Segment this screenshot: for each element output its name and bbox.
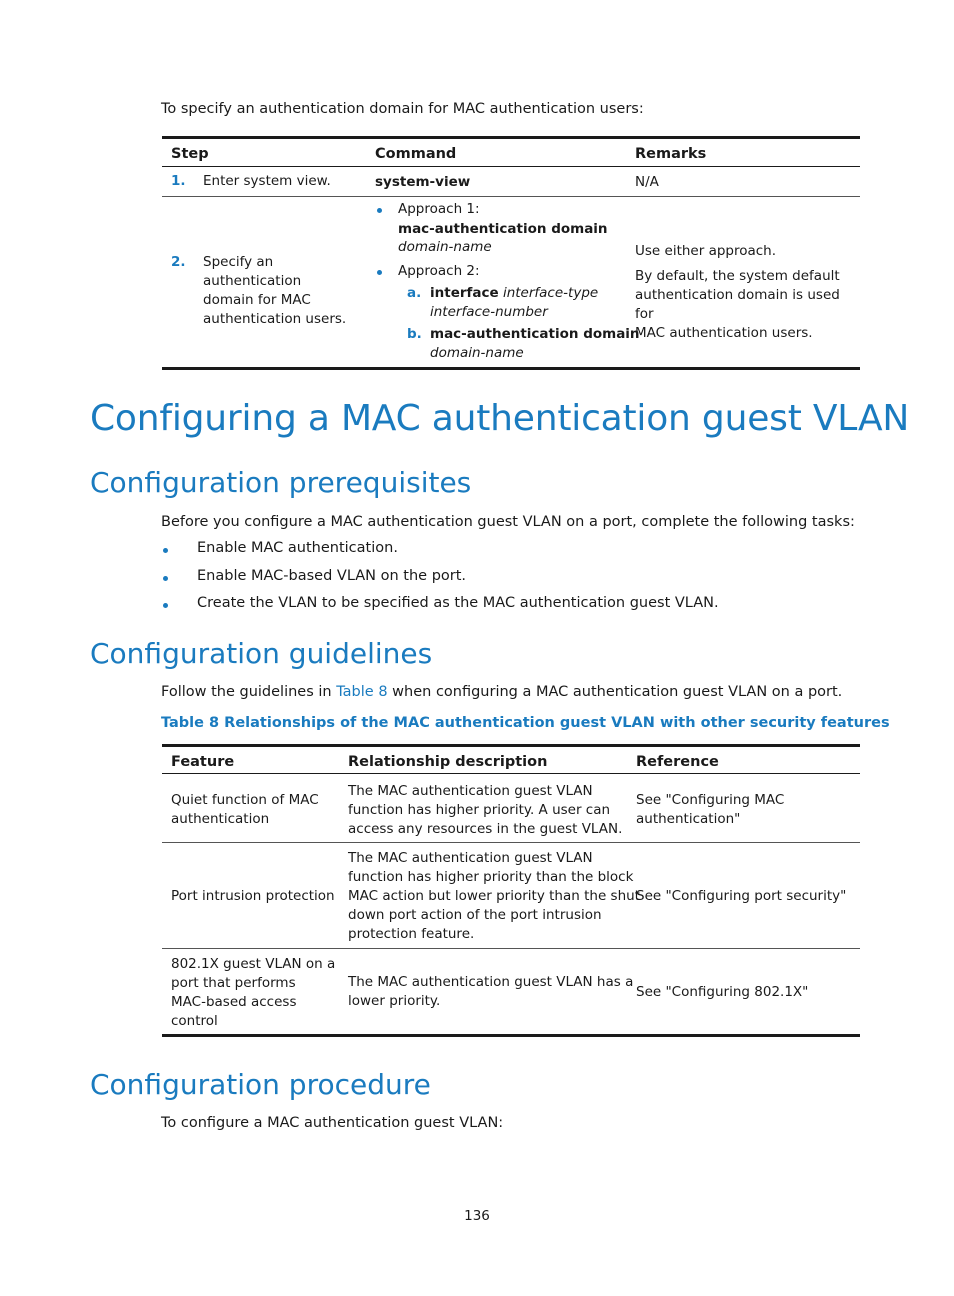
remarks-text: N/A — [635, 174, 659, 190]
command-text: system-view — [375, 174, 471, 190]
bullet-dot-icon — [163, 576, 168, 581]
col-header-feature: Feature — [171, 754, 235, 770]
chapter-title: Configuring a MAC authentication guest VLAN — [90, 398, 910, 439]
substep-b-argument: domain-name — [430, 345, 524, 361]
feature-cell: Quiet function of MAC authentication — [171, 792, 319, 827]
row-divider — [162, 842, 860, 843]
feature-cell: 802.1X guest VLAN on a port that performs MAC-based access control — [171, 956, 336, 1029]
prerequisites-intro: Before you configure a MAC authentication guest VLAN on a port, complete the following tasks: — [161, 514, 855, 530]
table-bottom-rule — [162, 367, 860, 370]
row-divider — [162, 196, 860, 197]
header-rule — [162, 166, 860, 167]
reference-cell: See "Configuring MAC authentication" — [636, 792, 785, 827]
table-top-rule — [162, 744, 860, 747]
row-divider — [162, 948, 860, 949]
section-title-guidelines: Configuration guidelines — [90, 637, 433, 670]
bullet-dot-icon — [377, 208, 382, 213]
substep-b-label: b. — [407, 326, 422, 342]
feature-cell: Port intrusion protection — [171, 888, 335, 904]
list-item: Enable MAC-based VLAN on the port. — [197, 568, 467, 584]
substep-a-label: a. — [407, 285, 422, 301]
section-title-procedure: Configuration procedure — [90, 1068, 431, 1101]
approach-1-argument: domain-name — [398, 239, 492, 255]
step-number: 2. — [171, 254, 186, 270]
list-item: Enable MAC authentication. — [197, 540, 398, 556]
table-bottom-rule — [162, 1034, 860, 1037]
table-8-link[interactable]: Table 8 — [336, 684, 388, 700]
col-header-relationship: Relationship description — [348, 754, 548, 770]
procedure-intro: To configure a MAC authentication guest VLAN: — [161, 1115, 504, 1131]
substep-a-argument: interface-number — [430, 304, 548, 320]
approach-2-label: Approach 2: — [398, 263, 480, 279]
list-item: Create the VLAN to be specified as the MAC authentication guest VLAN. — [197, 595, 719, 611]
reference-cell: See "Configuring port security" — [636, 888, 847, 904]
reference-cell: See "Configuring 802.1X" — [636, 984, 809, 1000]
description-cell: The MAC authentication guest VLAN function has higher priority. A user can access any resources in the guest VLAN. — [348, 783, 623, 837]
bullet-dot-icon — [163, 603, 168, 608]
approach-1-label: Approach 1: — [398, 201, 480, 217]
intro-text: To specify an authentication domain for MAC authentication users: — [161, 101, 644, 117]
table-caption: Table 8 Relationships of the MAC authentication guest VLAN with other security features — [161, 715, 890, 731]
col-header-step: Step — [171, 146, 209, 162]
bullet-dot-icon — [163, 548, 168, 553]
substep-a-command: interface interface-type — [430, 285, 599, 301]
table-top-rule — [162, 136, 860, 139]
step-text: Specify an authentication domain for MAC authentication users. — [203, 254, 347, 327]
step-text: Enter system view. — [203, 173, 331, 189]
description-cell: The MAC authentication guest VLAN function has higher priority than the block MAC action but lower priority than the shut down port action of the port intrusion protection feature. — [348, 850, 640, 942]
bullet-dot-icon — [377, 270, 382, 275]
col-header-remarks: Remarks — [635, 146, 707, 162]
step-number: 1. — [171, 173, 186, 189]
page-number: 136 — [464, 1208, 490, 1224]
col-header-reference: Reference — [636, 754, 719, 770]
approach-1-command: mac-authentication domain — [398, 221, 608, 237]
description-cell: The MAC authentication guest VLAN has a lower priority. — [348, 974, 634, 1009]
col-header-command: Command — [375, 146, 457, 162]
guidelines-intro: Follow the guidelines in Table 8 when configuring a MAC authentication guest VLAN on a port. — [161, 684, 843, 700]
section-title-prerequisites: Configuration prerequisites — [90, 466, 472, 499]
header-rule — [162, 773, 860, 774]
substep-b-command: mac-authentication domain — [430, 326, 640, 342]
remarks-text: Use either approach. — [635, 243, 777, 259]
remarks-text: By default, the system default authentication domain is used for MAC authentication users. — [635, 268, 840, 341]
